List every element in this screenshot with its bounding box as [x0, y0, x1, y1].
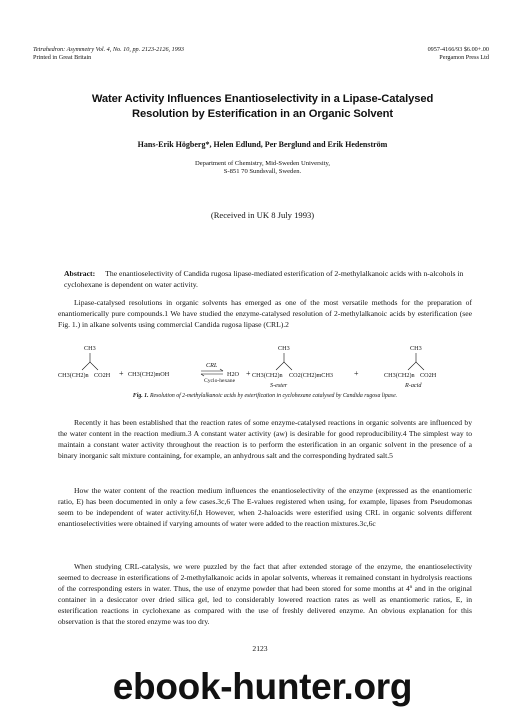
- scheme-plus-1: +: [119, 369, 124, 378]
- price-code: 0957-4166/93 $6.00+.00: [427, 46, 489, 53]
- scheme-acid-label: R-acid: [405, 382, 422, 389]
- scheme-ester-label: S-ester: [270, 382, 288, 389]
- scheme-methyl-3: CH3: [410, 345, 422, 352]
- paragraph-intro-text: Lipase-catalysed resolutions in organic solvents has emerged as one of the most versatile methods for the preparation of enantiomerically pure compounds.1 We have studied the enzyme-catalysed resolution of 2-methylalkanoic acids by esterification (see Fig. 1.) in alkane solvents using commercial Candida rugosa lipase (CRL).2: [58, 298, 472, 329]
- received-date: (Received in UK 8 July 1993): [210, 210, 315, 220]
- paragraph-water-activity: [58, 417, 472, 461]
- scheme-water: H2O: [227, 371, 240, 378]
- publisher: Pergamon Press Ltd: [439, 54, 489, 61]
- scheme-acid-chain: CH3(CH2)n: [58, 372, 89, 379]
- scheme-catalyst: CRL: [206, 362, 218, 369]
- paragraph-intro: [58, 297, 472, 330]
- title-line-2: Resolution by Esterification in an Organic Solvent: [131, 108, 394, 120]
- scheme-acid-group: CO2H: [94, 372, 111, 379]
- scheme-ester-chain: CH3(CH2)n: [252, 372, 283, 379]
- printed-in: Printed in Great Britain: [33, 54, 92, 61]
- paragraph-crl-catalysis-text: When studying CRL-catalysis, we were puzzled by the fact that after extended storage of the enzyme, the enantioselectivity seemed to decrease in esterifications of 2-methylalkanoic acids in apolar solvents, whereas it remained constant in hydrolysis reactions of the corresponding esters in water. Thus, the use of enzyme powder that had been stored for some months at 4º and in the original container in a desiccator over dried silica gel, led to considerably lowered reaction rates as well as enantiomeric ratios, E, in esterification reactions in cyclohexane as compared with the use of freshly delivered enzyme. An obvious explanation for this observation is that the stored enzyme was too dry.: [58, 562, 472, 626]
- figure-caption: [58, 393, 472, 399]
- reaction-scheme: [58, 340, 472, 390]
- scheme-acid-chain-2: CH3(CH2)n: [384, 372, 415, 379]
- abstract-label: Abstract:: [64, 269, 96, 278]
- affiliation-line-1: Department of Chemistry, Mid-Sweden University,: [194, 160, 331, 167]
- scheme-methyl-1: CH3: [84, 345, 96, 352]
- scheme-methyl-2: CH3: [278, 345, 290, 352]
- scheme-plus-2: +: [246, 369, 251, 378]
- figure-caption-text: Resolution of 2-methylalkanoic acids by esterification in cyclohexane catalysed by Candida rugosa lipase.: [149, 393, 398, 399]
- abstract: [64, 269, 464, 290]
- scheme-alcohol: CH3(CH2)mOH: [128, 371, 170, 378]
- page-number: 2123: [252, 644, 268, 653]
- title-line-1: Water Activity Influences Enantioselectivity in a Lipase-Catalysed: [91, 93, 434, 105]
- journal-citation: [33, 46, 293, 62]
- paragraph-crl-catalysis: [58, 561, 472, 627]
- journal-price: [289, 46, 489, 62]
- figure-label: Fig. 1.: [132, 393, 149, 399]
- author-list: Hans-Erik Högberg*, Helen Edlund, Per Berglund and Erik Hedenström: [137, 140, 388, 149]
- paragraph-enantioselectivity: [58, 485, 472, 529]
- paper-title: [40, 92, 485, 122]
- affiliation-line-2: S-851 70 Sundsvall, Sweden.: [223, 168, 302, 176]
- abstract-text: The enantioselectivity of Candida rugosa lipase-mediated esterification of 2-methylalkanoic acids with n-alcohols in cyclohexane is dependent on water activity.: [64, 269, 464, 289]
- paragraph-water-activity-text: Recently it has been established that the reaction rates of some enzyme-catalysed reactions in organic solvents are influenced by the water content in the reaction medium.3 A constant water activity (aw) is desirable for good reproducibility.4 The simplest way to maintain a constant water activity throughout the reaction is to perform the esterification in an organic solvent in the presence of a binary inorganic salt mixture containing, for example, an anhydrous salt and the corresponding hydrated salt.5: [58, 418, 472, 460]
- scheme-solvent: Cyclo-hexane: [204, 378, 236, 384]
- scheme-plus-3: +: [354, 369, 359, 378]
- scheme-acid-group-2: CO2H: [420, 372, 437, 379]
- paragraph-enantioselectivity-text: How the water content of the reaction medium influences the enantioselectivity of the enzyme (expressed as the enantiomeric ratio, E) has been documented in only a few cases.3c,6 The E-values registered when using, for example, lipases from Pseudomonas seem to be independent of water activity.6f,h However, when 2-haloacids were esterified using CRL in organic solvents different enantioselectivities were obtained if varying amounts of water were added to the reaction mixtures.3c,6c: [58, 486, 472, 528]
- scheme-ester-group: CO2(CH2)mCH3: [289, 372, 334, 379]
- journal-citation-line: Tetrahedron: Asymmetry Vol. 4, No. 10, pp. 2123-2126, 1993: [33, 46, 185, 53]
- affiliation: [40, 160, 485, 177]
- watermark-banner: ebook-hunter.org: [112, 666, 413, 707]
